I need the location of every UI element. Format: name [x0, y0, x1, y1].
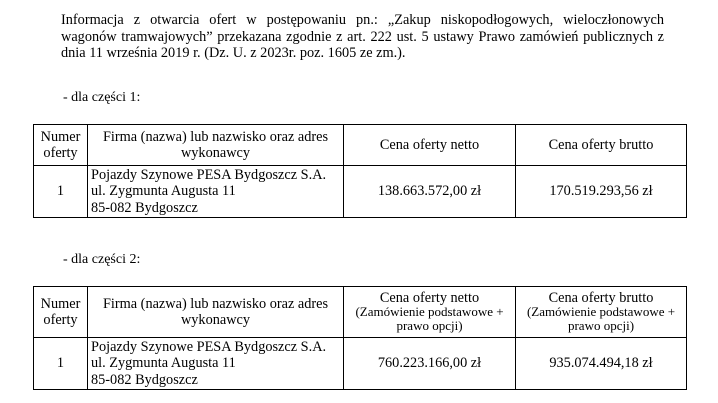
- gross-price-value: 935.074.494,18 zł: [516, 338, 687, 390]
- header-gross-price: Cena oferty brutto: [516, 125, 687, 166]
- part-2-label: - dla części 2:: [63, 252, 141, 267]
- contractor-name: Pojazdy Szynowe PESA Bydgoszcz S.A.: [91, 338, 327, 355]
- contractor-name: Pojazdy Szynowe PESA Bydgoszcz S.A.: [91, 166, 327, 183]
- offer-number: 1: [34, 166, 88, 218]
- contractor-street: ul. Zygmunta Augusta 11: [91, 355, 236, 372]
- part-1-label: - dla części 1:: [63, 90, 141, 105]
- table-header-row: [34, 287, 687, 338]
- net-price-value: 138.663.572,00 zł: [344, 166, 516, 218]
- header-net-price: Cena oferty netto: [344, 125, 516, 166]
- header-company: Firma (nazwa) lub nazwisko oraz adres wykonawcy: [88, 287, 344, 338]
- contractor-cell: [88, 166, 344, 218]
- offers-table-part-2: [33, 286, 687, 390]
- header-gross-price-title: Cena oferty brutto: [548, 290, 654, 306]
- intro-paragraph: Informacja z otwarcia ofert w postępowaniu pn.: „Zakup niskopodłogowych, wieloczłonowych wagonów tramwajowych” przekazana zgodnie z art. 222 ust. 5 ustawy Prawo zamówień publicznych z dnia 11 września 2019 r. (Dz. U. z 2023r. poz. 1605 ze zm.).: [61, 12, 664, 61]
- contractor-city: 85-082 Bydgoszcz: [91, 371, 198, 388]
- contractor-cell: [88, 338, 344, 390]
- table-row: [34, 166, 687, 218]
- header-number: Numer oferty: [34, 125, 88, 166]
- table-row: [34, 338, 687, 390]
- header-company: Firma (nazwa) lub nazwisko oraz adres wykonawcy: [88, 125, 344, 166]
- header-net-price: [344, 287, 516, 338]
- net-price-value: 760.223.166,00 zł: [344, 338, 516, 390]
- gross-price-value: 170.519.293,56 zł: [516, 166, 687, 218]
- contractor-city: 85-082 Bydgoszcz: [91, 199, 198, 216]
- table-header-row: [34, 125, 687, 166]
- header-gross-price: [516, 287, 687, 338]
- header-number: Numer oferty: [34, 287, 88, 338]
- header-net-price-note: (Zamówienie podstawowe + prawo opcji): [355, 304, 504, 333]
- offer-number: 1: [34, 338, 88, 390]
- header-gross-price-note: (Zamówienie podstawowe + prawo opcji): [526, 304, 676, 333]
- header-net-price-title: Cena oferty netto: [379, 290, 480, 306]
- contractor-street: ul. Zygmunta Augusta 11: [91, 183, 236, 200]
- offers-table-part-1: [33, 124, 687, 218]
